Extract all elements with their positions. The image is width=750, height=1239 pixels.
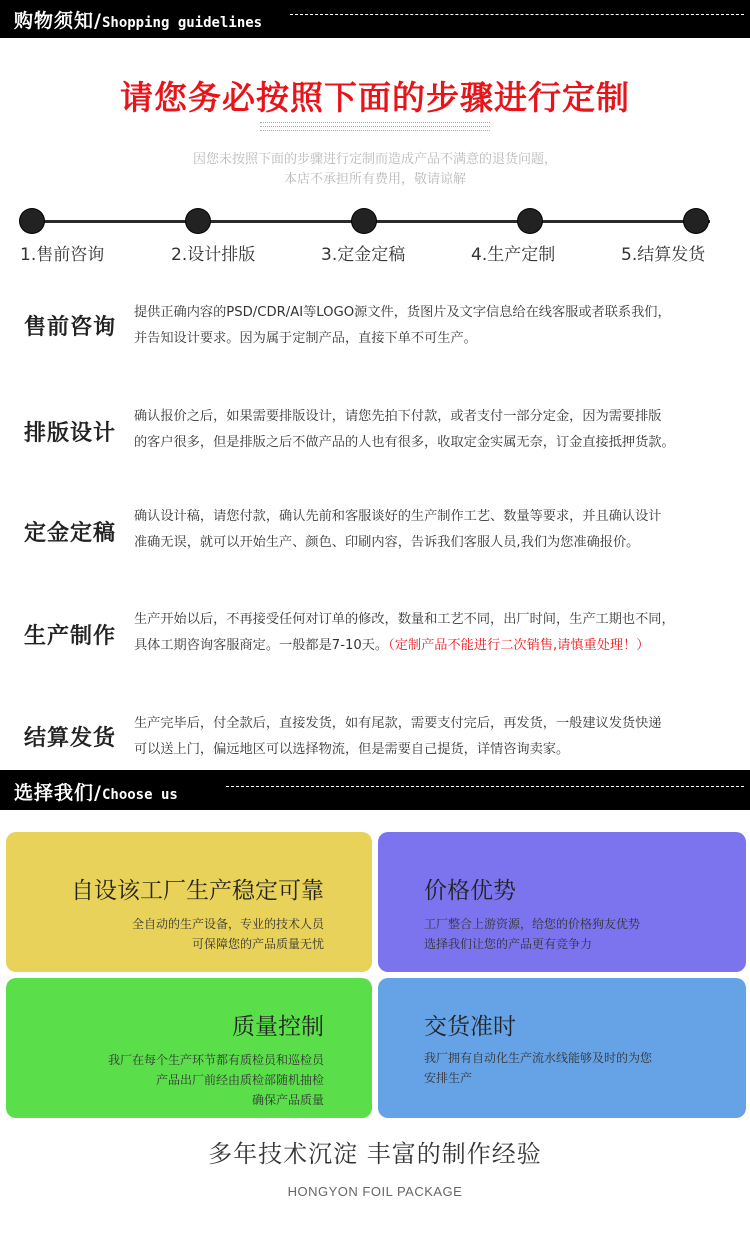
detail-line: 具体工期咨询客服商定。一般都是7-10天。 (134, 638, 389, 653)
card-line: 我厂在每个生产环节都有质检员和巡检员 (107, 1053, 324, 1067)
timeline-dot (352, 209, 376, 233)
card-title: 交货准时 (424, 1014, 516, 1040)
brand-name: HONGYON FOIL PACKAGE (287, 1184, 463, 1199)
notice-line-1: 因您未按照下面的步骤进行定制而造成产品不满意的退货问题， (192, 152, 557, 167)
shopping-guide-title (14, 6, 262, 33)
detail-body (134, 711, 734, 763)
title-slash: / (94, 782, 102, 804)
detail-heading: 结算发货 (24, 726, 117, 751)
card-line: 工厂整合上游资源，给您的价格狗友优势 (424, 917, 641, 931)
header-dashed-line (226, 786, 744, 787)
detail-line: 生产完毕后，付全款后，直接发货，如有尾款，需要支付完后，再发货，一般建议发货快递 (134, 716, 662, 731)
shopping-guide-title-en: Shopping guidelines (101, 15, 263, 31)
notice-line-2: 本店不承担所有费用，敬请谅解 (283, 172, 466, 187)
card-line: 安排生产 (424, 1071, 473, 1085)
detail-body (134, 300, 734, 352)
detail-line-with-warning (134, 633, 734, 659)
card-title: 自设该工厂生产稳定可靠 (71, 878, 324, 904)
step-label-1: 1.售前咨询 (20, 245, 105, 265)
detail-line: 确认设计稿，请您付款，确认先前和客服谈好的生产制作工艺、数量等要求，并且确认设计 (134, 509, 662, 524)
choose-us-title-en: Choose us (101, 787, 178, 803)
detail-line: 确认报价之后，如果需要排版设计，请您先拍下付款，或者支付一部分定金，因为需要排版 (134, 409, 662, 424)
detail-heading: 排版设计 (24, 421, 117, 446)
detail-body (134, 404, 734, 456)
shopping-guide-header-bar (0, 0, 750, 38)
detail-line: 并告知设计要求。因为属于定制产品，直接下单不可生产。 (134, 331, 477, 346)
feature-card-quality (6, 978, 372, 1118)
detail-line: 可以送上门，偏远地区可以选择物流，但是需要自己提货，详情咨询卖家。 (134, 742, 570, 757)
detail-line: 生产开始以后，不再接受任何对订单的修改，数量和工艺不同，出厂时间，生产工期也不同， (134, 612, 675, 627)
experience-tagline: 多年技术沉淀 丰富的制作经验 (208, 1140, 542, 1168)
detail-body (134, 607, 734, 659)
customization-headline: 请您务必按照下面的步骤进行定制 (120, 78, 630, 117)
step-label-4: 4.生产定制 (471, 245, 556, 265)
timeline-dot (518, 209, 542, 233)
card-line: 选择我们让您的产品更有竞争力 (424, 937, 593, 951)
timeline-dot (20, 209, 44, 233)
step-label-5: 5.结算发货 (621, 245, 706, 265)
headline-decoration (260, 122, 490, 132)
feature-card-factory (6, 832, 372, 972)
choose-us-header-bar (0, 770, 750, 810)
detail-heading: 定金定稿 (24, 521, 117, 546)
title-slash: / (94, 10, 102, 32)
card-line: 确保产品质量 (251, 1093, 324, 1107)
feature-card-delivery (378, 978, 746, 1118)
detail-heading: 售前咨询 (24, 315, 117, 340)
detail-line: 提供正确内容的PSD/CDR/AI等LOGO源文件，货图片及文字信息给在线客服或者联系我们， (134, 305, 671, 320)
card-title: 价格优势 (424, 878, 516, 904)
custom-product-warning: （定制产品不能进行二次销售,请慎重处理！） (388, 638, 650, 653)
card-title: 质量控制 (232, 1014, 324, 1040)
step-label-3: 3.定金定稿 (321, 245, 406, 265)
card-line: 可保障您的产品质量无忧 (191, 937, 324, 951)
card-line: 全自动的生产设备，专业的技术人员 (131, 917, 324, 931)
detail-body (134, 504, 734, 556)
card-line: 我厂拥有自动化生产流水线能够及时的为您 (424, 1051, 653, 1065)
refund-notice (0, 150, 750, 190)
shopping-guide-title-cn: 购物须知 (14, 10, 95, 32)
timeline-dot (186, 209, 210, 233)
process-timeline (20, 208, 720, 234)
detail-heading: 生产制作 (24, 624, 117, 649)
choose-us-title (14, 778, 178, 805)
timeline-dot (684, 209, 708, 233)
feature-card-price (378, 832, 746, 972)
detail-line: 准确无误，就可以开始生产、颜色、印刷内容，告诉我们客服人员,我们为您准确报价。 (134, 535, 640, 550)
detail-line: 的客户很多，但是排版之后不做产品的人也有很多，收取定金实属无奈，订金直接抵押货款。 (134, 435, 675, 450)
choose-us-title-cn: 选择我们 (14, 782, 95, 804)
step-label-2: 2.设计排版 (171, 245, 256, 265)
header-dashed-line (290, 14, 744, 15)
card-line: 产品出厂前经由质检部随机抽检 (155, 1073, 324, 1087)
